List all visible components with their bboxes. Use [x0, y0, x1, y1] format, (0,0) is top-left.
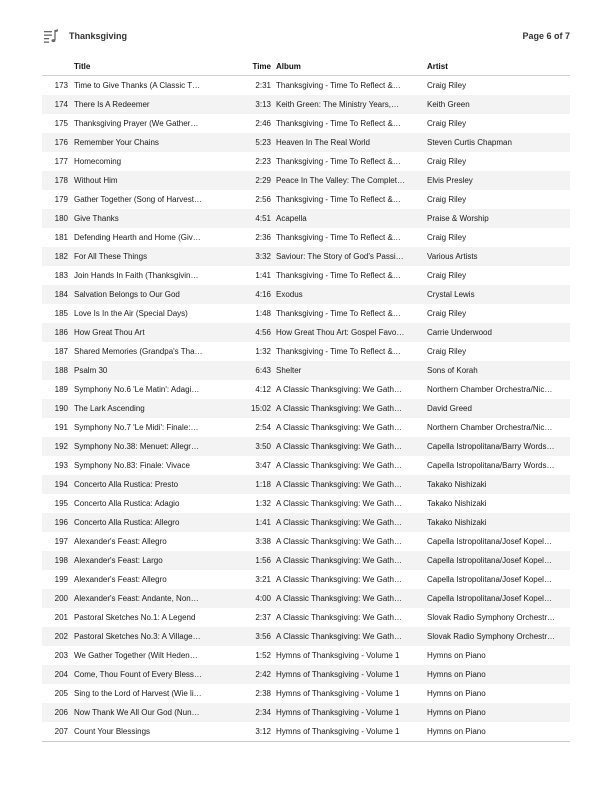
track-artist: Hymns on Piano	[427, 651, 486, 660]
table-body	[42, 76, 570, 742]
table-row[interactable]	[42, 703, 570, 722]
track-title: For All These Things	[74, 252, 148, 261]
track-title: Alexander's Feast: Andante, Non…	[74, 594, 199, 603]
track-title: Alexander's Feast: Allegro	[74, 537, 167, 546]
track-number: 195	[54, 499, 68, 508]
track-artist: Craig Riley	[427, 157, 467, 166]
table-row[interactable]	[42, 399, 570, 418]
track-artist: Craig Riley	[427, 119, 467, 128]
table-row[interactable]	[42, 456, 570, 475]
track-number: 206	[54, 708, 68, 717]
track-number: 197	[54, 537, 68, 546]
track-time: 3:47	[255, 461, 271, 470]
track-album: Thanksgiving - Time To Reflect &…	[276, 233, 401, 242]
track-artist: Various Artists	[427, 252, 478, 261]
table-row[interactable]	[42, 475, 570, 494]
track-time: 3:32	[255, 252, 271, 261]
track-album: Thanksgiving - Time To Reflect &…	[276, 271, 401, 280]
track-artist: Capella Istropolitana/Josef Kopel…	[427, 575, 552, 584]
track-title: There Is A Redeemer	[74, 100, 150, 109]
track-artist: Northern Chamber Orchestra/Nic…	[427, 423, 553, 432]
track-time: 1:41	[255, 518, 271, 527]
table-row[interactable]	[42, 494, 570, 513]
track-artist: Sons of Korah	[427, 366, 478, 375]
track-time: 3:56	[255, 632, 271, 641]
track-title: Give Thanks	[74, 214, 119, 223]
track-number: 196	[54, 518, 68, 527]
track-album: Keith Green: The Ministry Years,…	[276, 100, 400, 109]
track-album: Hymns of Thanksgiving - Volume 1	[276, 651, 400, 660]
table-row[interactable]	[42, 190, 570, 209]
table-row[interactable]	[42, 95, 570, 114]
table-row[interactable]	[42, 285, 570, 304]
track-album: Thanksgiving - Time To Reflect &…	[276, 347, 401, 356]
table-row[interactable]	[42, 323, 570, 342]
track-title: Concerto Alla Rustica: Presto	[74, 480, 179, 489]
track-album: A Classic Thanksgiving: We Gath…	[276, 537, 402, 546]
column-header-album: Album	[276, 61, 301, 71]
track-artist: Hymns on Piano	[427, 727, 486, 736]
table-row[interactable]	[42, 209, 570, 228]
track-time: 3:38	[255, 537, 271, 546]
track-album: How Great Thou Art: Gospel Favo…	[276, 328, 405, 337]
track-title: Sing to the Lord of Harvest (Wie li…	[74, 689, 202, 698]
track-number: 194	[54, 480, 68, 489]
track-album: A Classic Thanksgiving: We Gath…	[276, 518, 402, 527]
table-row[interactable]	[42, 133, 570, 152]
track-number: 178	[54, 176, 68, 185]
track-album: Hymns of Thanksgiving - Volume 1	[276, 727, 400, 736]
table-row[interactable]	[42, 722, 570, 741]
track-time: 2:31	[255, 81, 271, 90]
table-row[interactable]	[42, 380, 570, 399]
track-time: 3:50	[255, 442, 271, 451]
page-header	[42, 26, 570, 46]
track-album: A Classic Thanksgiving: We Gath…	[276, 480, 402, 489]
table-row[interactable]	[42, 76, 570, 95]
table-row[interactable]	[42, 551, 570, 570]
track-album: A Classic Thanksgiving: We Gath…	[276, 423, 402, 432]
track-number: 202	[54, 632, 68, 641]
track-number: 201	[54, 613, 68, 622]
track-title: Homecoming	[74, 157, 122, 166]
track-album: A Classic Thanksgiving: We Gath…	[276, 461, 402, 470]
track-number: 177	[54, 157, 68, 166]
track-number: 180	[54, 214, 68, 223]
table-row[interactable]	[42, 228, 570, 247]
track-album: Peace In The Valley: The Complet…	[276, 176, 405, 185]
track-album: Acapella	[276, 214, 307, 223]
track-title: Come, Thou Fount of Every Bless…	[74, 670, 202, 679]
track-number: 203	[54, 651, 68, 660]
track-album: A Classic Thanksgiving: We Gath…	[276, 404, 402, 413]
track-artist: Craig Riley	[427, 233, 467, 242]
track-time: 1:56	[255, 556, 271, 565]
table-row[interactable]	[42, 437, 570, 456]
track-album: Thanksgiving - Time To Reflect &…	[276, 119, 401, 128]
track-artist: Capella Istropolitana/Josef Kopel…	[427, 556, 552, 565]
track-album: Hymns of Thanksgiving - Volume 1	[276, 708, 400, 717]
track-album: Heaven In The Real World	[276, 138, 370, 147]
track-album: Hymns of Thanksgiving - Volume 1	[276, 689, 400, 698]
table-row[interactable]	[42, 304, 570, 323]
track-artist: Slovak Radio Symphony Orchestr…	[427, 632, 556, 641]
track-number: 205	[54, 689, 68, 698]
track-title: Defending Hearth and Home (Giv…	[74, 233, 201, 242]
track-number: 179	[54, 195, 68, 204]
track-artist: Hymns on Piano	[427, 708, 486, 717]
track-time: 4:00	[255, 594, 271, 603]
track-artist: Keith Green	[427, 100, 470, 109]
track-album: Shelter	[276, 366, 302, 375]
track-artist: Craig Riley	[427, 271, 467, 280]
track-title: Symphony No.38: Menuet: Allegr…	[74, 442, 199, 451]
track-number: 174	[54, 100, 68, 109]
track-artist: Hymns on Piano	[427, 689, 486, 698]
track-number: 189	[54, 385, 68, 394]
table-row[interactable]	[42, 608, 570, 627]
track-title: Alexander's Feast: Largo	[74, 556, 163, 565]
track-title: Concerto Alla Rustica: Adagio	[74, 499, 180, 508]
track-album: A Classic Thanksgiving: We Gath…	[276, 594, 402, 603]
track-time: 2:54	[255, 423, 271, 432]
track-artist: Takako Nishizaki	[427, 518, 487, 527]
table-row[interactable]	[42, 418, 570, 437]
track-album: A Classic Thanksgiving: We Gath…	[276, 556, 402, 565]
track-artist: David Greed	[427, 404, 472, 413]
track-title: Alexander's Feast: Allegro	[74, 575, 167, 584]
column-header-artist: Artist	[427, 61, 448, 71]
table-row[interactable]	[42, 171, 570, 190]
track-title: Shared Memories (Grandpa's Tha…	[74, 347, 203, 356]
table-row[interactable]	[42, 570, 570, 589]
table-row[interactable]	[42, 665, 570, 684]
track-artist: Capella Istropolitana/Barry Words…	[427, 461, 555, 470]
track-time: 2:42	[255, 670, 271, 679]
track-title: Gather Together (Song of Harvest…	[74, 195, 202, 204]
track-number: 204	[54, 670, 68, 679]
table-row[interactable]	[42, 589, 570, 608]
track-album: Saviour: The Story of God's Passi…	[276, 252, 404, 261]
track-album: A Classic Thanksgiving: We Gath…	[276, 613, 402, 622]
track-number: 193	[54, 461, 68, 470]
track-album: Exodus	[276, 290, 303, 299]
track-time: 2:23	[255, 157, 271, 166]
column-header-time: Time	[252, 61, 271, 71]
track-time: 2:38	[255, 689, 271, 698]
track-title: Without Him	[74, 176, 118, 185]
track-artist: Craig Riley	[427, 347, 467, 356]
page-number: Page 6 of 7	[522, 31, 570, 41]
track-album: Hymns of Thanksgiving - Volume 1	[276, 670, 400, 679]
track-time: 6:43	[255, 366, 271, 375]
track-time: 2:36	[255, 233, 271, 242]
track-album: Thanksgiving - Time To Reflect &…	[276, 157, 401, 166]
track-number: 186	[54, 328, 68, 337]
track-time: 5:23	[255, 138, 271, 147]
table-header	[42, 57, 570, 76]
track-artist: Hymns on Piano	[427, 670, 486, 679]
track-number: 182	[54, 252, 68, 261]
track-number: 190	[54, 404, 68, 413]
track-album: A Classic Thanksgiving: We Gath…	[276, 632, 402, 641]
track-title: The Lark Ascending	[74, 404, 145, 413]
table-row[interactable]	[42, 247, 570, 266]
track-time: 15:02	[250, 404, 271, 413]
track-number: 200	[54, 594, 68, 603]
track-album: Thanksgiving - Time To Reflect &…	[276, 309, 401, 318]
table-row[interactable]	[42, 684, 570, 703]
track-album: A Classic Thanksgiving: We Gath…	[276, 499, 402, 508]
track-number: 183	[54, 271, 68, 280]
track-time: 2:46	[255, 119, 271, 128]
track-number: 173	[54, 81, 68, 90]
track-artist: Crystal Lewis	[427, 290, 475, 299]
track-number: 188	[54, 366, 68, 375]
track-artist: Craig Riley	[427, 195, 467, 204]
track-artist: Capella Istropolitana/Barry Words…	[427, 442, 555, 451]
table-row[interactable]	[42, 266, 570, 285]
playlist-title: Thanksgiving	[69, 31, 128, 41]
track-time: 1:32	[255, 347, 271, 356]
track-time: 4:56	[255, 328, 271, 337]
track-title: Remember Your Chains	[74, 138, 159, 147]
track-artist: Takako Nishizaki	[427, 499, 487, 508]
track-number: 187	[54, 347, 68, 356]
track-artist: Elvis Presley	[427, 176, 473, 185]
track-album: A Classic Thanksgiving: We Gath…	[276, 385, 402, 394]
track-artist: Capella Istropolitana/Josef Kopel…	[427, 594, 552, 603]
track-time: 4:51	[255, 214, 271, 223]
table-row[interactable]	[42, 152, 570, 171]
track-number: 191	[54, 423, 68, 432]
track-time: 1:41	[255, 271, 271, 280]
track-title: Symphony No.83: Finale: Vivace	[74, 461, 190, 470]
track-title: Pastoral Sketches No.1: A Legend	[74, 613, 196, 622]
table-row[interactable]	[42, 627, 570, 646]
track-artist: Craig Riley	[427, 309, 467, 318]
track-title: We Gather Together (Wilt Heden…	[74, 651, 198, 660]
track-artist: Northern Chamber Orchestra/Nic…	[427, 385, 553, 394]
track-number: 198	[54, 556, 68, 565]
track-title: Love Is In the Air (Special Days)	[74, 309, 188, 318]
track-title: Symphony No.6 'Le Matin': Adagi…	[74, 385, 200, 394]
track-artist: Craig Riley	[427, 81, 467, 90]
track-title: Salvation Belongs to Our God	[74, 290, 180, 299]
track-time: 4:12	[255, 385, 271, 394]
track-title: How Great Thou Art	[74, 328, 145, 337]
track-time: 1:52	[255, 651, 271, 660]
table-row[interactable]	[42, 646, 570, 665]
track-time: 2:37	[255, 613, 271, 622]
track-artist: Carrie Underwood	[427, 328, 492, 337]
track-title: Count Your Blessings	[74, 727, 151, 736]
track-time: 2:34	[255, 708, 271, 717]
track-title: Symphony No.7 'Le Midi': Finale:…	[74, 423, 199, 432]
track-artist: Takako Nishizaki	[427, 480, 487, 489]
track-title: Time to Give Thanks (A Classic T…	[74, 81, 201, 90]
table-row[interactable]	[42, 114, 570, 133]
track-number: 184	[54, 290, 68, 299]
playlist-icon	[42, 27, 60, 45]
track-time: 2:29	[255, 176, 271, 185]
track-artist: Capella Istropolitana/Josef Kopel…	[427, 537, 552, 546]
table-row[interactable]	[42, 532, 570, 551]
table-row[interactable]	[42, 342, 570, 361]
track-time: 1:18	[255, 480, 271, 489]
track-artist: Praise & Worship	[427, 214, 489, 223]
track-number: 175	[54, 119, 68, 128]
track-time: 3:12	[255, 727, 271, 736]
track-artist: Slovak Radio Symphony Orchestr…	[427, 613, 556, 622]
track-time: 3:13	[255, 100, 271, 109]
track-number: 176	[54, 138, 68, 147]
track-number: 199	[54, 575, 68, 584]
track-album: A Classic Thanksgiving: We Gath…	[276, 442, 402, 451]
track-time: 3:21	[255, 575, 271, 584]
track-album: Thanksgiving - Time To Reflect &…	[276, 195, 401, 204]
track-album: A Classic Thanksgiving: We Gath…	[276, 575, 402, 584]
track-title: Concerto Alla Rustica: Allegro	[74, 518, 180, 527]
column-header-title: Title	[74, 61, 91, 71]
track-title: Now Thank We All Our God (Nun…	[74, 708, 200, 717]
track-number: 207	[54, 727, 68, 736]
track-artist: Steven Curtis Chapman	[427, 138, 512, 147]
track-title: Psalm 30	[74, 366, 108, 375]
track-time: 4:16	[255, 290, 271, 299]
track-album: Thanksgiving - Time To Reflect &…	[276, 81, 401, 90]
track-time: 2:56	[255, 195, 271, 204]
table-row[interactable]	[42, 361, 570, 380]
track-title: Thanksgiving Prayer (We Gather…	[74, 119, 199, 128]
track-title: Pastoral Sketches No.3: A Village…	[74, 632, 201, 641]
track-time: 1:32	[255, 499, 271, 508]
track-time: 1:48	[255, 309, 271, 318]
track-title: Join Hands In Faith (Thanksgivin…	[74, 271, 199, 280]
track-number: 192	[54, 442, 68, 451]
track-number: 185	[54, 309, 68, 318]
track-number: 181	[54, 233, 68, 242]
table-row[interactable]	[42, 513, 570, 532]
tracks-table	[42, 57, 570, 742]
